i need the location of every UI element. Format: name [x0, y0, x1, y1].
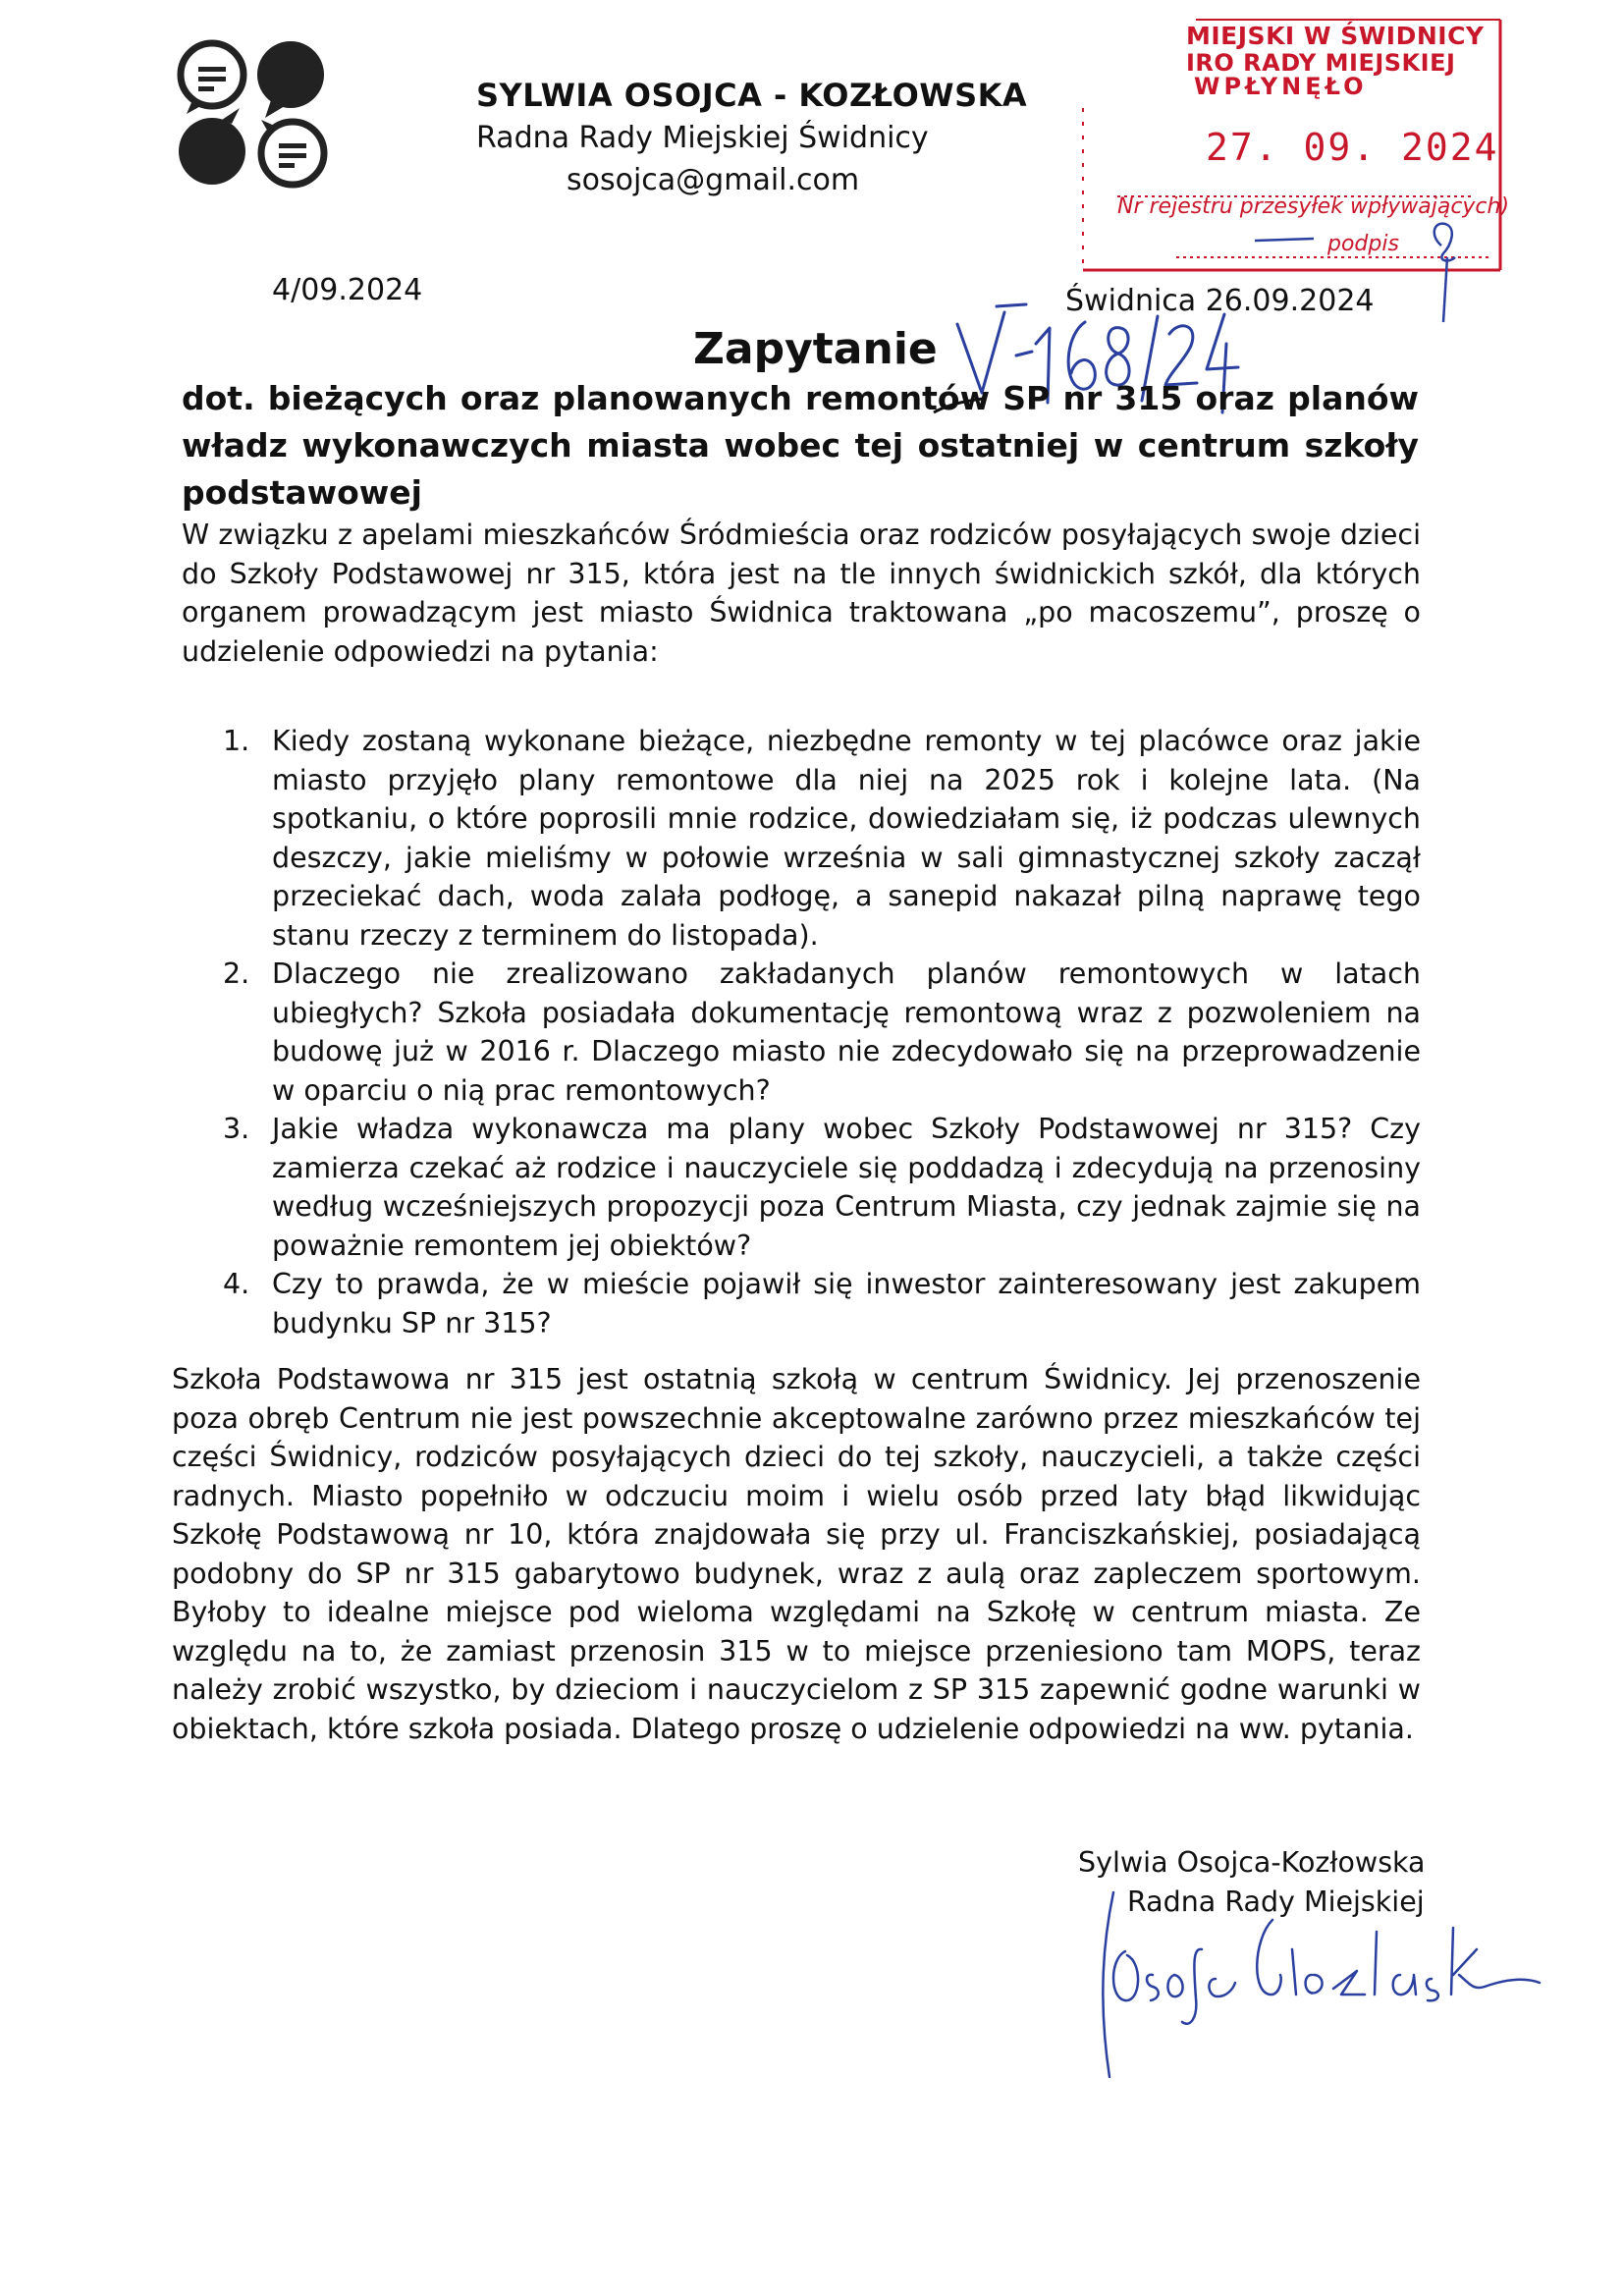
questions-list: [182, 722, 1421, 1342]
question-text: Kiedy zostaną wykonane bieżące, niezbędne remonty w tej placówce oraz jakie miasto przyjęło plany remontowe dla niej na 2025 rok i kolejne lata. (Na spotkaniu, o które poprosili mnie rodzice, dowiedziałam się, iż podczas ulewnych deszczy, jakie mieliśmy w połowie września w sali gimnastycznej szkoły zaczął przeciekać dach, woda zalała podłogę, a sanepid nakazał pilną naprawę tego stanu rzeczy z terminem do listopada).: [272, 725, 1421, 952]
stamp-received-label: WPŁYNĘŁO: [1194, 73, 1368, 100]
speech-bubbles-logo-icon: [175, 37, 332, 191]
stamp-initials-icon: [1078, 0, 1510, 324]
question-number: 1.: [223, 725, 250, 757]
question-number: 4.: [223, 1268, 250, 1300]
question-text: Czy to prawda, że w mieście pojawił się inwestor zainteresowany jest zakupem budynku SP nr 315?: [272, 1268, 1421, 1339]
intro-paragraph: W związku z apelami mieszkańców Śródmieścia oraz rodziców posyłających swoje dzieci do Szkoły Podstawowej nr 315, która jest na tle innych świdnickich szkół, dla których organem prowadzącym jest miasto Świdnica traktowana „po macoszemu”, proszę o udzielenie odpowiedzi na pytania:: [182, 519, 1421, 668]
stamp-register-label: Nr rejestru przesyłek wpływających): [1117, 194, 1510, 219]
handwritten-signature: [1080, 1881, 1542, 2097]
place-and-date: Świdnica 26.09.2024: [1065, 284, 1375, 318]
question-number: 3.: [223, 1113, 250, 1145]
stamp-office-line: MIEJSKI W ŚWIDNICY: [1186, 22, 1485, 50]
subject-line: dot. bieżących oraz planowanych remontów SP nr 315 oraz planów władz wykonawczych miasta wobec tej ostatniej w centrum szkoły podstawowej: [182, 379, 1419, 512]
stamp-council-line: IRO RADY MIEJSKIEJ: [1186, 49, 1456, 77]
list-item: [182, 722, 1421, 955]
document-title: Zapytanie: [693, 324, 938, 374]
strike-correction-icon: [928, 391, 987, 430]
closing-paragraph: Szkoła Podstawowa nr 315 jest ostatnią szkołą w centrum Świdnicy. Jej przenoszenie poza obręb Centrum nie jest powszechnie akceptowalne zarówno przez mieszkańców tej części Świdnicy, rodziców posyłających dzieci do tej szkoły, nauczycieli, a także części radnych. Miasto popełniło w odczuciu moim i wielu osób przed laty błąd likwidując Szkołę Podstawową nr 10, która znajdowała się przy ul. Franciszkańskiej, posiadającą podobny do SP nr 315 gabarytowo budynek, wraz z aulą oraz zapleczem sportowym. Byłoby to idealne miejsce pod wieloma względami na Szkołę w centrum miasta. Ze względu na to, że zamiast przenosin 315 w to miejsce przeniesiono tam MOPS, teraz należy zrobić wszystko, by dzieciom i nauczycielom z SP 315 zapewnić godne warunki w obiektach, które szkoła posiada. Dlatego proszę o udzielenie odpowiedzi na ww. pytania.: [172, 1363, 1421, 1745]
author-role: Radna Rady Miejskiej Świdnicy: [476, 121, 929, 155]
list-item: [182, 1265, 1421, 1342]
question-number: 2.: [223, 957, 250, 990]
stamp-signature-label: podpis: [1327, 232, 1399, 256]
stamp-date: 27. 09. 2024: [1206, 126, 1499, 169]
list-item: [182, 1110, 1421, 1265]
reference-date: 4/09.2024: [272, 273, 423, 307]
list-item: [182, 955, 1421, 1110]
author-email: sosojca@gmail.com: [567, 163, 860, 197]
question-text: Jakie władza wykonawcza ma plany wobec Szkoły Podstawowej nr 315? Czy zamierza czekać aż rodzice i nauczyciele się poddadzą i zdecydują na przenosiny według wcześniejszych propozycji poza Centrum Miasta, czy jednak zajmie się na poważnie remontem jej obiektów?: [272, 1113, 1421, 1262]
author-name: SYLWIA OSOJCA - KOZŁOWSKA: [476, 77, 1028, 114]
signatory-role: Radna Rady Miejskiej: [1127, 1886, 1425, 1918]
signatory-name: Sylwia Osojca-Kozłowska: [1078, 1846, 1426, 1879]
received-stamp: [1078, 0, 1510, 275]
question-text: Dlaczego nie zrealizowano zakładanych planów remontowych w latach ubiegłych? Szkoła posiadała dokumentację remontową wraz z pozwoleniem na budowę już w 2016 r. Dlaczego miasto nie zdecydowało się na przeprowadzenie w oparciu o nią prac remontowych?: [272, 957, 1421, 1107]
